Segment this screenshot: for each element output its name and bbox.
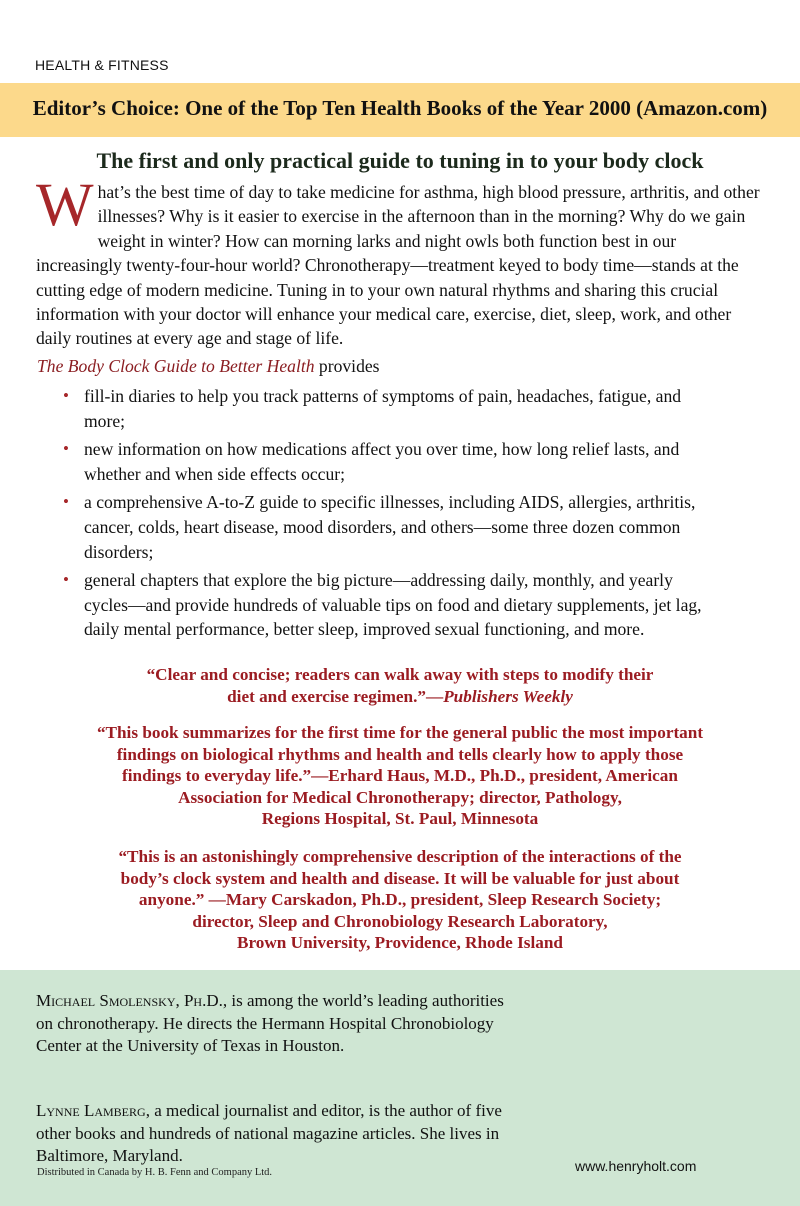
- quote-source: Publishers Weekly: [443, 686, 573, 706]
- bullet-icon: •: [63, 492, 69, 512]
- editors-choice-banner: [0, 83, 800, 137]
- quote-line: Regions Hospital, St. Paul, Minnesota: [261, 809, 539, 829]
- quote-text: diet and exercise regimen.”—: [227, 686, 444, 706]
- quote-mary-carskadon: [0, 846, 800, 954]
- distribution-note: Distributed in Canada by H. B. Fenn and Company Ltd.: [37, 1167, 273, 1178]
- banner-text: Editor’s Choice: One of the Top Ten Health Books of the Year 2000 (Amazon.com): [32, 96, 768, 120]
- category-label: HEALTH & FITNESS: [35, 57, 169, 73]
- quote-line: findings to everyday life.”—Erhard Haus, M.D., Ph.D., president, American: [122, 766, 678, 786]
- list-item-text: general chapters that explore the big picture—addressing daily, monthly, and yearly cycles—and provide hundreds of valuable tips on food and dietary supplements, jet lag, daily mental performance, better sleep, improved sexual functioning, and more.: [84, 570, 702, 640]
- headline: The first and only practical guide to tuning in to your body clock: [96, 148, 704, 173]
- author-name: Michael Smolensky, Ph.D.: [36, 991, 223, 1010]
- list-item-text: fill-in diaries to help you track patterns of symptoms of pain, headaches, fatigue, and more;: [84, 386, 682, 431]
- quote-line: “Clear and concise; readers can walk away with steps to modify their: [146, 665, 654, 684]
- quote-line: “This book summarizes for the first time for the general public the most important: [96, 723, 704, 742]
- quote-line: findings on biological rhythms and health and tells clearly how to apply those: [116, 744, 684, 764]
- quote-line: Brown University, Providence, Rhode Island: [237, 933, 563, 953]
- intro-paragraph: [36, 172, 766, 351]
- quote-line: [0, 686, 800, 708]
- quote-erhard-haus: [0, 722, 800, 830]
- bio-text: , is among the world’s leading authorities on chronotherapy. He directs the Hermann Hospital Chronobiology Center at the University of Texas in Houston.: [36, 991, 504, 1056]
- bio-michael-smolensky: [36, 990, 506, 1058]
- quote-line: body’s clock system and health and disease. It will be valuable for just about: [120, 868, 680, 888]
- intro-text: hat’s the best time of day to take medicine for asthma, high blood pressure, arthritis, and other illnesses? Why is it easier to exercise in the afternoon than in the morning? Why do we gain weight in winter? How can morning larks and night owls both function best in our increasingly twenty-four-hour world? Chronotherapy—treatment keyed to body time—stands at the cutting edge of modern medicine. Tuning in to your own natural rhythms and sharing this crucial information with your doctor will enhance your medical care, exercise, diet, sleep, work, and other daily routines at every age and stage of life.: [36, 182, 760, 349]
- list-item: [63, 437, 703, 486]
- publisher-url: www.henryholt.com: [575, 1158, 697, 1174]
- quote-line: “This is an astonishingly comprehensive description of the interactions of the: [118, 847, 682, 866]
- provides-heading: [37, 356, 380, 377]
- quote-line: Association for Medical Chronotherapy; director, Pathology,: [178, 787, 622, 807]
- feature-list: [63, 384, 703, 646]
- drop-cap: W: [36, 172, 94, 239]
- quote-line: anyone.” —Mary Carskadon, Ph.D., president, Sleep Research Society;: [138, 890, 662, 910]
- list-item-text: a comprehensive A-to-Z guide to specific illnesses, including AIDS, allergies, arthritis, cancer, colds, heart disease, mood disorders, and others—some three dozen common disorders;: [84, 492, 696, 562]
- list-item: [63, 490, 703, 564]
- bio-text: , a medical journalist and editor, is the author of five other books and hundreds of national magazine articles. She lives in Baltimore, Maryland.: [36, 1101, 502, 1166]
- bullet-icon: •: [63, 570, 69, 590]
- quote-publishers-weekly: [0, 664, 800, 707]
- bullet-icon: •: [63, 386, 69, 405]
- list-item: [63, 384, 703, 433]
- bullet-icon: •: [63, 439, 69, 459]
- quote-line: director, Sleep and Chronobiology Research Laboratory,: [192, 911, 608, 931]
- author-name: Lynne Lamberg: [36, 1101, 146, 1120]
- list-item: [63, 568, 703, 642]
- list-item-text: new information on how medications affect you over time, how long relief lasts, and whether and when side effects occur;: [84, 439, 680, 484]
- provides-suffix: provides: [314, 356, 380, 376]
- book-title: The Body Clock Guide to Better Health: [37, 356, 315, 376]
- bio-lynne-lamberg: [36, 1100, 506, 1168]
